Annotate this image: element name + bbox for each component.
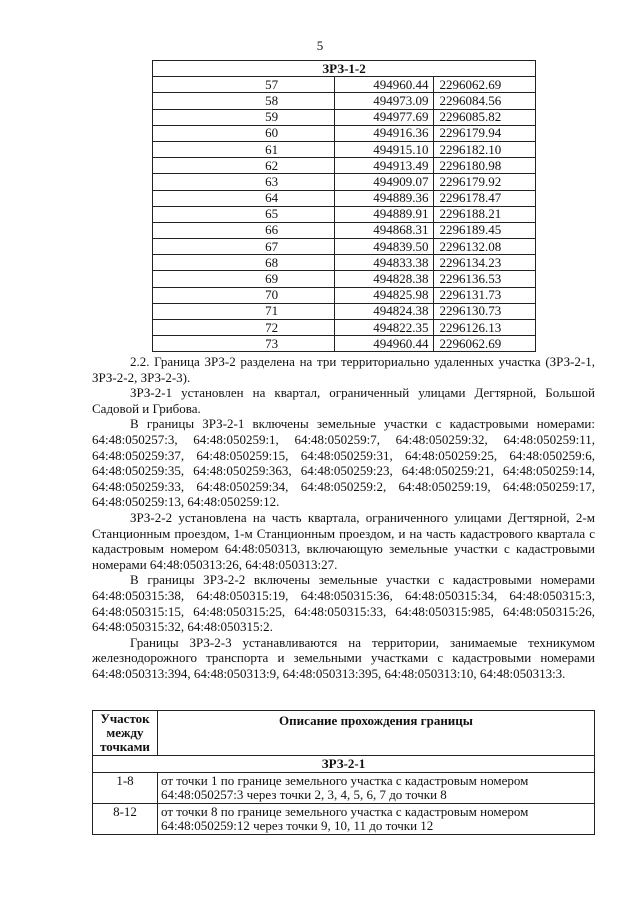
body-text — [92, 354, 595, 681]
coords-row — [153, 77, 536, 93]
coord-x: 494822.35 — [335, 320, 434, 336]
point-number: 60 — [153, 125, 335, 141]
coords-row — [153, 271, 536, 287]
coord-y: 2296188.21 — [434, 206, 536, 222]
point-number: 64 — [153, 190, 335, 206]
coord-y: 2296179.92 — [434, 174, 536, 190]
point-number: 65 — [153, 206, 335, 222]
coord-y: 2296179.94 — [434, 125, 536, 141]
paragraph-zrz-2-2-parcels: В границы ЗРЗ-2-2 включены земельные участки с кадастровыми номерами 64:48:050315:38, 64:48:050315:19, 64:48:050315:36, 64:48:050315:34, 64:48:050315:3, 64:48:050315:15, 64:48:050315:25, 64:48:050315:33, 64:48:050315:985, 64:48:050315:26, 64:48:050315:32, 64:48:050315:2. — [92, 572, 595, 635]
segment-cell: 1-8 — [93, 773, 158, 804]
coords-row — [153, 287, 536, 303]
coord-x: 494833.38 — [335, 255, 434, 271]
coord-y: 2296132.08 — [434, 239, 536, 255]
coord-x: 494973.09 — [335, 93, 434, 109]
desc-zone-title: ЗРЗ-2-1 — [93, 756, 595, 773]
coord-x: 494916.36 — [335, 125, 434, 141]
coords-row — [153, 303, 536, 319]
coord-x: 494915.10 — [335, 141, 434, 157]
coord-x: 494960.44 — [335, 336, 434, 352]
coord-y: 2296085.82 — [434, 109, 536, 125]
point-number: 66 — [153, 222, 335, 238]
desc-row — [93, 804, 595, 835]
coord-x: 494960.44 — [335, 77, 434, 93]
point-number: 67 — [153, 239, 335, 255]
paragraph-zrz-2-3: Границы ЗРЗ-2-3 устанавливаются на территории, занимаемые техникумом железнодорожного транспорта и земельными участками с кадастровыми номерами 64:48:050313:394, 64:48:050313:9, 64:48:050313:395, 64:48:050313:10, 64:48:050313:3. — [92, 634, 595, 681]
coords-zone-row — [153, 61, 536, 77]
coords-row — [153, 255, 536, 271]
coord-x: 494889.91 — [335, 206, 434, 222]
coordinates-table — [152, 60, 536, 352]
coords-row — [153, 190, 536, 206]
paragraph-zrz-2-1: ЗРЗ-2-1 установлен на квартал, ограниченный улицами Дегтярной, Большой Садовой и Грибова. — [92, 385, 595, 416]
point-number: 61 — [153, 141, 335, 157]
point-number: 72 — [153, 320, 335, 336]
coords-row — [153, 93, 536, 109]
coord-y: 2296178.47 — [434, 190, 536, 206]
coord-y: 2296062.69 — [434, 336, 536, 352]
coord-y: 2296131.73 — [434, 287, 536, 303]
coords-row — [153, 141, 536, 157]
coord-x: 494977.69 — [335, 109, 434, 125]
coord-y: 2296136.53 — [434, 271, 536, 287]
coord-x: 494824.38 — [335, 303, 434, 319]
coord-x: 494828.38 — [335, 271, 434, 287]
paragraph-zrz-2-2: ЗРЗ-2-2 установлена на часть квартала, ограниченного улицами Дегтярной, 2-м Станционным проездом, 1-м Станционным проездом, и на часть кадастрового квартала с кадастровым номером 64:48:050313, включающую земельные участки с кадастровыми номерами 64:48:050313:26, 64:48:050313:27. — [92, 509, 595, 572]
coord-y: 2296182.10 — [434, 141, 536, 157]
coord-x: 494913.49 — [335, 158, 434, 174]
point-number: 68 — [153, 255, 335, 271]
point-number: 73 — [153, 336, 335, 352]
coord-x: 494825.98 — [335, 287, 434, 303]
paragraph-zone-split: 2.2. Граница ЗРЗ-2 разделена на три территориально удаленных участка (ЗРЗ-2-1, ЗРЗ-2-2, ЗРЗ-2-3). — [92, 354, 595, 385]
header-segment: Участок между точками — [93, 711, 158, 756]
coord-y: 2296189.45 — [434, 222, 536, 238]
coord-y: 2296130.73 — [434, 303, 536, 319]
coords-zone-title: ЗРЗ-1-2 — [153, 61, 536, 77]
point-number: 71 — [153, 303, 335, 319]
description-cell: от точки 8 по границе земельного участка с кадастровым номером 64:48:050259:12 через точки 9, 10, 11 до точки 12 — [158, 804, 595, 835]
coords-row — [153, 336, 536, 352]
coord-y: 2296062.69 — [434, 77, 536, 93]
coord-x: 494909.07 — [335, 174, 434, 190]
coord-x: 494889.36 — [335, 190, 434, 206]
point-number: 58 — [153, 93, 335, 109]
point-number: 59 — [153, 109, 335, 125]
page-number: 5 — [316, 38, 324, 53]
point-number: 57 — [153, 77, 335, 93]
coord-x: 494868.31 — [335, 222, 434, 238]
coords-row — [153, 206, 536, 222]
coord-y: 2296084.56 — [434, 93, 536, 109]
boundary-description-table — [92, 710, 595, 835]
coord-y: 2296134.23 — [434, 255, 536, 271]
point-number: 62 — [153, 158, 335, 174]
desc-row — [93, 773, 595, 804]
coord-x: 494839.50 — [335, 239, 434, 255]
coords-row — [153, 222, 536, 238]
coord-y: 2296126.13 — [434, 320, 536, 336]
header-description: Описание прохождения границы — [158, 711, 595, 756]
desc-zone-row — [93, 756, 595, 773]
coords-row — [153, 174, 536, 190]
point-number: 69 — [153, 271, 335, 287]
point-number: 70 — [153, 287, 335, 303]
coords-row — [153, 239, 536, 255]
description-cell: от точки 1 по границе земельного участка с кадастровым номером 64:48:050257:3 через точки 2, 3, 4, 5, 6, 7 до точки 8 — [158, 773, 595, 804]
coords-row — [153, 320, 536, 336]
paragraph-zrz-2-1-parcels: В границы ЗРЗ-2-1 включены земельные участки с кадастровыми номерами: 64:48:050257:3, 64:48:050259:1, 64:48:050259:7, 64:48:050259:32, 64:48:050259:11, 64:48:050259:37, 64:48:050259:15, 64:48:050259:31, 64:48:050259:25, 64:48:050259:6, 64:48:050259:35, 64:48:050259:363, 64:48:050259:23, 64:48:050259:21, 64:48:050259:14, 64:48:050259:33, 64:48:050259:34, 64:48:050259:2, 64:48:050259:19, 64:48:050259:17, 64:48:050259:13, 64:48:050259:12. — [92, 416, 595, 510]
coords-row — [153, 158, 536, 174]
point-number: 63 — [153, 174, 335, 190]
desc-header-row — [93, 711, 595, 756]
coords-row — [153, 125, 536, 141]
segment-cell: 8-12 — [93, 804, 158, 835]
coords-row — [153, 109, 536, 125]
coord-y: 2296180.98 — [434, 158, 536, 174]
